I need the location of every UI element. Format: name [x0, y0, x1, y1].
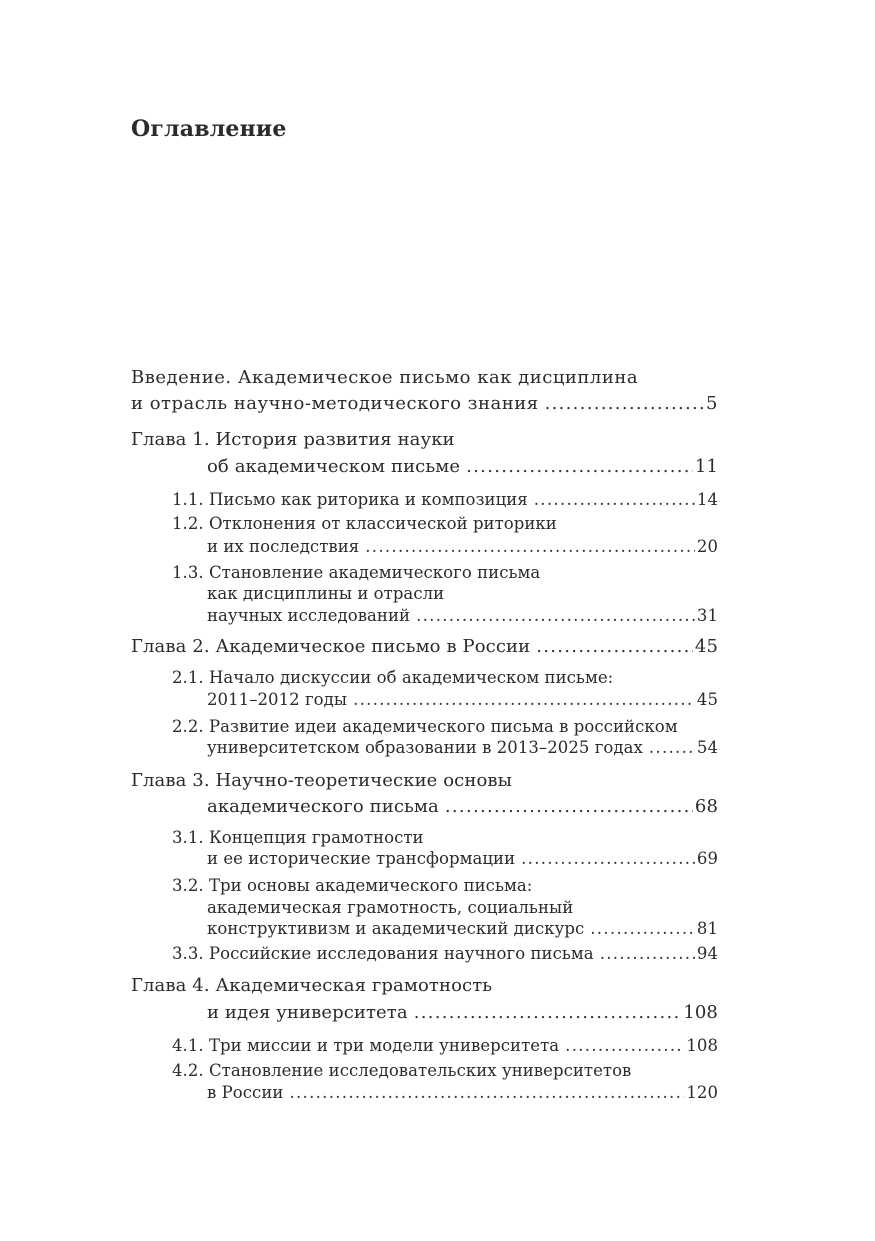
- toc-section-2-2-line2: [207, 738, 718, 757]
- dot-leader: [649, 738, 695, 757]
- toc-chapter-1-line1: [131, 429, 455, 450]
- toc-intro-title-line1: [131, 367, 638, 388]
- toc-section-title: 3.2. Три основы академического письма:: [172, 876, 533, 895]
- toc-chapter-1-line2: [207, 456, 718, 477]
- toc-section-3-2-line1: [172, 876, 532, 895]
- toc-section-3-2-line3: [207, 919, 718, 938]
- toc-section-page: 20: [696, 537, 718, 556]
- dot-leader: [289, 1083, 684, 1102]
- toc-section-title: 1.1. Письмо как риторика и композиция: [172, 490, 528, 509]
- toc-section-2-1-line1: [172, 668, 613, 687]
- toc-section-page: 31: [696, 606, 718, 625]
- dot-leader: [353, 690, 695, 709]
- toc-section-4-2-line1: [172, 1061, 631, 1080]
- toc-chapter-title: Глава 4. Академическая грамотность: [131, 975, 493, 996]
- toc-chapter-1-page: 11: [694, 456, 718, 477]
- toc-section-page: 54: [696, 738, 718, 757]
- dot-leader: [365, 537, 695, 556]
- toc-section-3-1-line2: [207, 849, 718, 868]
- toc-section-title: 4.1. Три миссии и три модели университета: [172, 1036, 560, 1055]
- toc-section-title: конструктивизм и академический дискурс: [207, 919, 585, 938]
- toc-section-title: 2.2. Развитие идеи академического письма в российском: [172, 717, 678, 736]
- toc-intro-title-text: Введение. Академическое письмо как дисциплина: [131, 367, 639, 388]
- toc-section-title: как дисциплины и отрасли: [207, 584, 445, 603]
- toc-chapter-3-line1: [131, 770, 512, 791]
- toc-section-4-1: [172, 1036, 718, 1055]
- toc-section-page: 108: [686, 1036, 718, 1055]
- toc-section-page: 14: [696, 490, 718, 509]
- toc-chapter-2-page: 45: [694, 636, 718, 657]
- toc-section-page: 81: [696, 919, 718, 938]
- toc-chapter-title: Глава 1. История развития науки: [131, 429, 455, 450]
- toc-chapter-4-line2: [207, 1002, 718, 1023]
- toc-intro-title-line2: [131, 393, 718, 414]
- dot-leader: [600, 944, 695, 963]
- dot-leader: [416, 606, 695, 625]
- toc-section-title: академическая грамотность, социальный: [207, 898, 574, 917]
- toc-section-4-2-line2: [207, 1083, 718, 1102]
- dot-leader: [565, 1036, 684, 1055]
- toc-section-title: 1.2. Отклонения от классической риторики: [172, 514, 557, 533]
- toc-section-3-2-line2: [207, 898, 573, 917]
- toc-chapter-3-line2: [207, 796, 718, 817]
- toc-chapter-2: [131, 636, 718, 657]
- toc-section-title: 1.3. Становление академического письма: [172, 563, 541, 582]
- toc-section-3-3: [172, 944, 718, 963]
- toc-section-2-2-line1: [172, 717, 678, 736]
- toc-intro-page: 5: [706, 393, 718, 414]
- toc-section-title: университетском образовании в 2013–2025 годах: [207, 738, 643, 757]
- toc-section-1-3-line2: [207, 584, 444, 603]
- toc-section-page: 120: [686, 1083, 718, 1102]
- toc-chapter-4-page: 108: [683, 1002, 718, 1023]
- toc-section-page: 69: [696, 849, 718, 868]
- toc-intro-title-text: и отрасль научно-методического знания: [131, 393, 539, 414]
- toc-chapter-4-line1: [131, 975, 492, 996]
- dot-leader: [536, 636, 693, 657]
- toc-chapter-3-page: 68: [694, 796, 718, 817]
- toc-section-1-3-line3: [207, 606, 718, 625]
- toc-section-1-1: [172, 490, 718, 509]
- toc-chapter-title: академического письма: [207, 796, 439, 817]
- dot-leader: [445, 796, 693, 817]
- dot-leader: [534, 490, 695, 509]
- toc-section-1-3-line1: [172, 563, 540, 582]
- toc-section-title: 3.3. Российские исследования научного письма: [172, 944, 594, 963]
- toc-section-title: 3.1. Концепция грамотности: [172, 828, 424, 847]
- toc-section-3-1-line1: [172, 828, 424, 847]
- dot-leader: [414, 1002, 682, 1023]
- dot-leader: [545, 393, 704, 414]
- dot-leader: [466, 456, 693, 477]
- toc-chapter-title: и идея университета: [207, 1002, 408, 1023]
- dot-leader: [590, 919, 695, 938]
- toc-section-title: 4.2. Становление исследовательских университетов: [172, 1061, 632, 1080]
- toc-section-title: 2011–2012 годы: [207, 690, 348, 709]
- toc-section-page: 94: [696, 944, 718, 963]
- toc-chapter-title: об академическом письме: [207, 456, 461, 477]
- toc-section-title: и их последствия: [207, 537, 360, 556]
- toc-chapter-title: Глава 2. Академическое письмо в России: [131, 636, 531, 657]
- toc-section-title: научных исследований: [207, 606, 411, 625]
- toc-section-page: 45: [696, 690, 718, 709]
- toc-section-title: 2.1. Начало дискуссии об академическом письме:: [172, 668, 614, 687]
- toc-section-2-1-line2: [207, 690, 718, 709]
- toc-section-title: и ее исторические трансформации: [207, 849, 516, 868]
- toc-chapter-title: Глава 3. Научно-теоретические основы: [131, 770, 513, 791]
- page-title: Оглавление: [131, 116, 287, 142]
- toc-section-1-2-line1: [172, 514, 557, 533]
- toc-section-title: в России: [207, 1083, 284, 1102]
- dot-leader: [521, 849, 695, 868]
- toc-section-1-2-line2: [207, 537, 718, 556]
